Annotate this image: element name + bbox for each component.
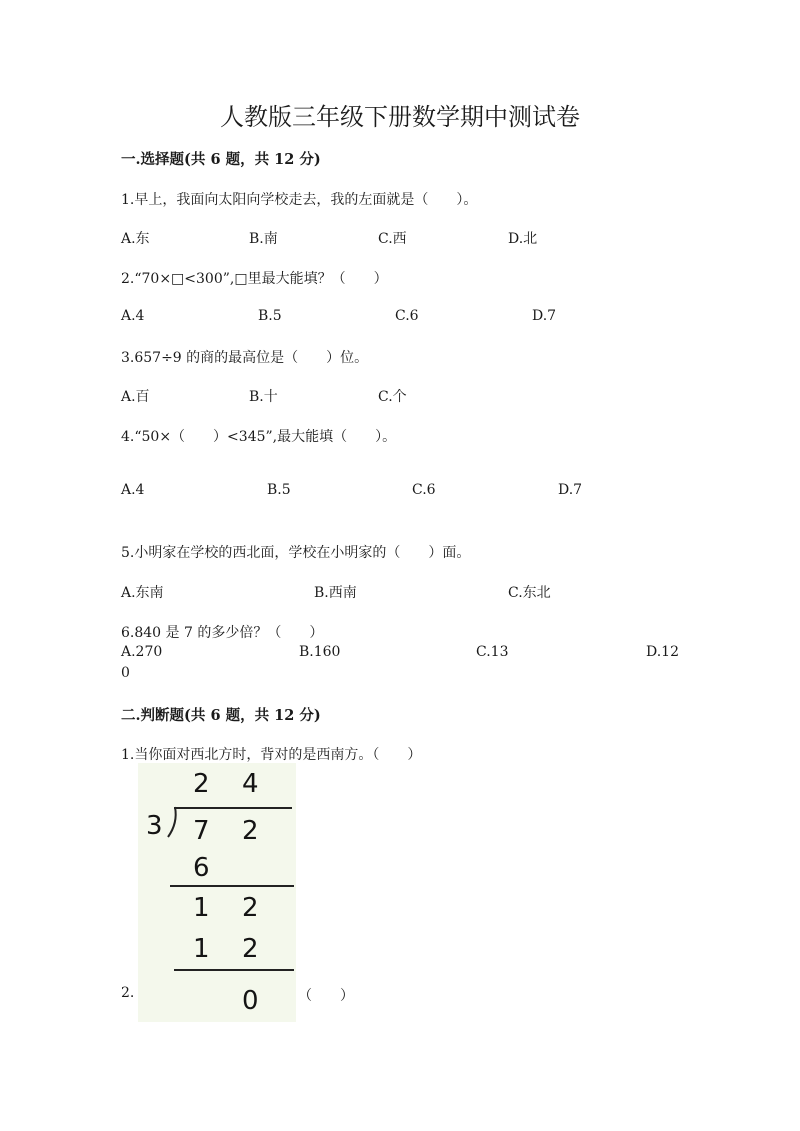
option-c[interactable]: C.个 — [378, 389, 407, 405]
remainder-digit: 2 — [242, 893, 259, 923]
section-heading-judgement: 二.判断题(共 6 题，共 12 分) — [121, 707, 321, 724]
option-a[interactable]: A.东南 — [121, 585, 164, 601]
remainder-digit: 1 — [193, 893, 210, 923]
option-a[interactable]: A.4 — [121, 482, 145, 498]
page-title: 人教版三年级下册数学期中测试卷 — [220, 103, 580, 131]
option-c[interactable]: C.6 — [412, 482, 436, 498]
option-b[interactable]: B.南 — [249, 231, 278, 247]
subtraction-line — [170, 885, 294, 887]
option-c[interactable]: C.西 — [378, 231, 407, 247]
dividend-digit: 2 — [242, 816, 259, 846]
product-digit: 6 — [193, 853, 210, 883]
option-b[interactable]: B.5 — [258, 308, 282, 324]
option-c[interactable]: C.13 — [476, 644, 509, 660]
answer-paren: （ ） — [298, 988, 354, 1004]
quotient-digit: 2 — [193, 769, 210, 799]
subtraction-line — [174, 969, 294, 971]
question-stem: 1.早上，我面向太阳向学校走去，我的左面就是（ ）。 — [121, 192, 478, 208]
quotient-digit: 4 — [242, 769, 259, 799]
option-b[interactable]: B.西南 — [314, 585, 357, 601]
result-digit: 0 — [242, 986, 259, 1016]
option-d[interactable]: D.12 — [646, 644, 679, 660]
product-digit: 2 — [242, 934, 259, 964]
option-c[interactable]: C.东北 — [508, 585, 551, 601]
question-stem: 1.当你面对西北方时，背对的是西南方。（ ） — [121, 747, 422, 763]
option-d[interactable]: D.7 — [532, 308, 557, 324]
division-bracket — [166, 805, 180, 839]
question-number: 2. — [121, 985, 135, 1001]
question-stem: 4.“50×（ ）<345”,最大能填（ ）。 — [121, 429, 397, 445]
divisor-digit: 3 — [146, 811, 163, 841]
option-d[interactable]: D.北 — [508, 231, 538, 247]
question-stem: 6.840 是 7 的多少倍？（ ） — [121, 625, 324, 641]
option-d[interactable]: D.7 — [558, 482, 583, 498]
section-heading-choice: 一.选择题(共 6 题，共 12 分) — [121, 151, 321, 168]
option-a[interactable]: A.270 — [121, 644, 163, 660]
product-digit: 1 — [193, 934, 210, 964]
dividend-digit: 7 — [193, 816, 210, 846]
option-b[interactable]: B.十 — [249, 389, 278, 405]
option-b[interactable]: B.160 — [299, 644, 341, 660]
option-a[interactable]: A.东 — [121, 231, 150, 247]
division-bar — [174, 807, 292, 809]
option-c[interactable]: C.6 — [395, 308, 419, 324]
question-stem: 3.657÷9 的商的最高位是（ ）位。 — [121, 350, 369, 366]
option-b[interactable]: B.5 — [267, 482, 291, 498]
option-d-wrap: 0 — [121, 665, 130, 681]
question-stem: 2.“70×□<300”,□里最大能填？（ ） — [121, 271, 388, 287]
option-a[interactable]: A.百 — [121, 389, 150, 405]
long-division-figure — [138, 763, 296, 1022]
question-stem: 5.小明家在学校的西北面，学校在小明家的（ ）面。 — [121, 545, 471, 561]
option-a[interactable]: A.4 — [121, 308, 145, 324]
